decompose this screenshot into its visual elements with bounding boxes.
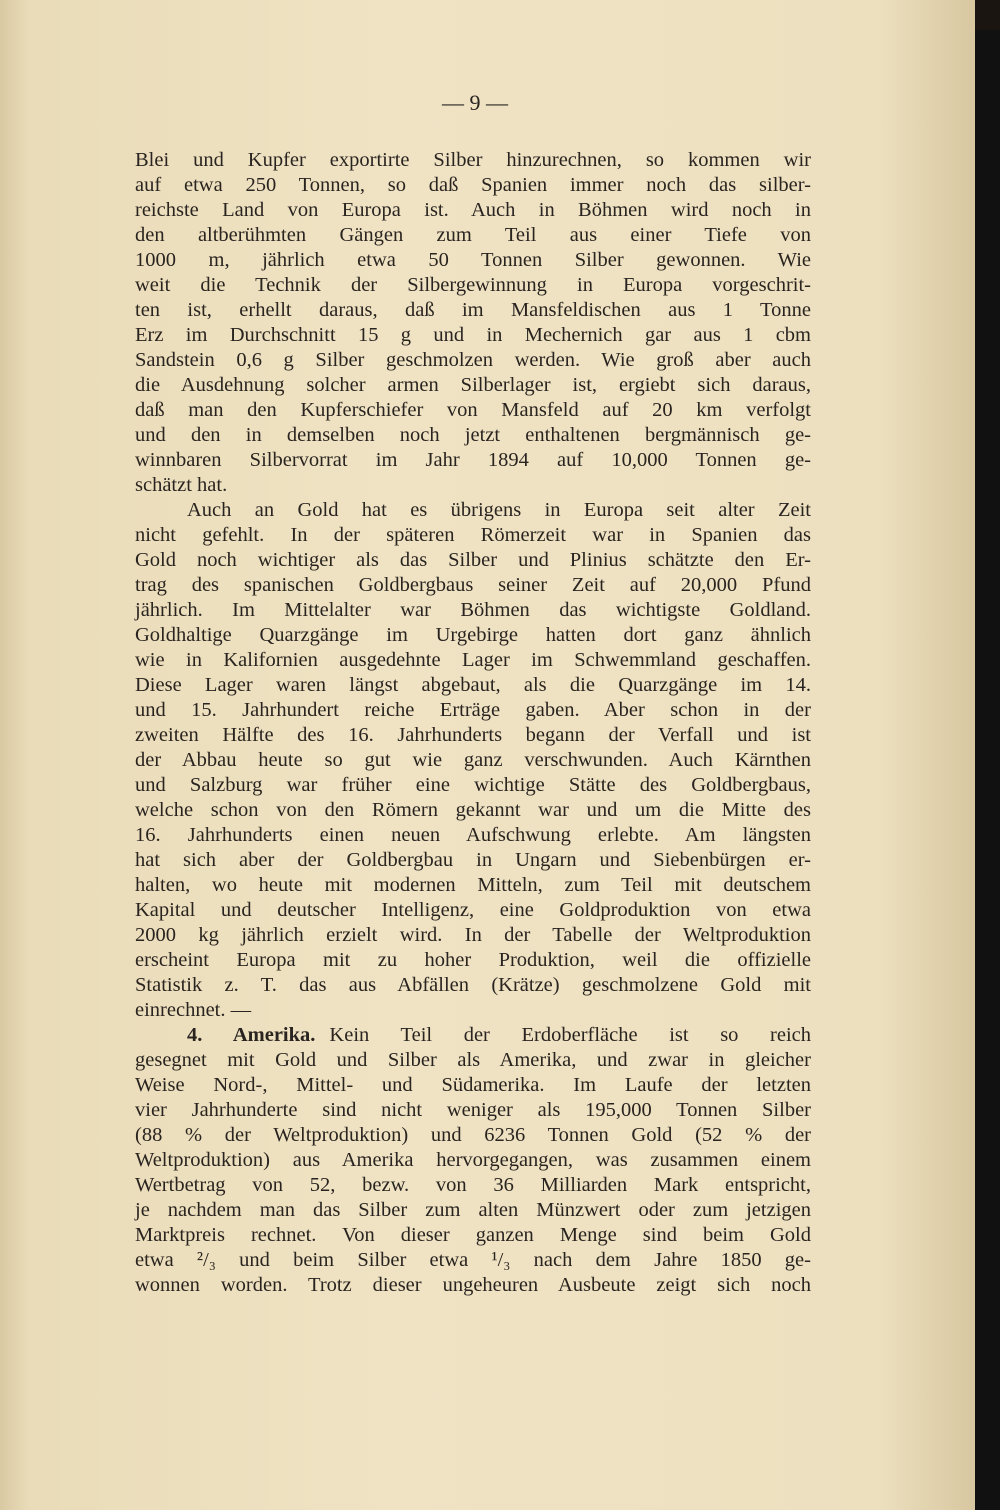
- text-line: winnbaren Silbervorrat im Jahr 1894 auf 10,000 Tonnen ge-: [135, 449, 811, 471]
- text-line: und den in demselben noch jetzt enthaltenen bergmännisch ge-: [135, 424, 811, 446]
- text-line: ten ist, erhellt daraus, daß im Mansfeldischen aus 1 Tonne: [135, 299, 811, 321]
- text-line: (88 % der Weltproduktion) und 6236 Tonnen Gold (52 % der: [135, 1124, 811, 1146]
- text-line: 1000 m, jährlich etwa 50 Tonnen Silber gewonnen. Wie: [135, 249, 811, 271]
- text-line-content: Kein Teil der Erdoberfläche ist so reich: [329, 1024, 811, 1046]
- text-line: Wertbetrag von 52, bezw. von 36 Milliarden Mark entspricht,: [135, 1174, 811, 1196]
- text-line: die Ausdehnung solcher armen Silberlager ist, ergiebt sich daraus,: [135, 374, 811, 396]
- text-line: etwa ²/₃ und beim Silber etwa ¹/₃ nach dem Jahre 1850 ge-: [135, 1249, 811, 1271]
- text-line: und 15. Jahrhundert reiche Erträge gaben. Aber schon in der: [135, 699, 811, 721]
- text-line: Gold noch wichtiger als das Silber und Plinius schätzte den Er-: [135, 549, 811, 571]
- text-line: nicht gefehlt. In der späteren Römerzeit war in Spanien das: [135, 524, 811, 546]
- text-line: 2000 kg jährlich erzielt wird. In der Tabelle der Weltproduktion: [135, 924, 811, 946]
- text-line: erscheint Europa mit zu hoher Produktion, weil die offizielle: [135, 949, 811, 971]
- text-line: weit die Technik der Silbergewinnung in Europa vorgeschrit-: [135, 274, 811, 296]
- text-line: 16. Jahrhunderts einen neuen Aufschwung erlebte. Am längsten: [135, 824, 811, 846]
- text-line: reichste Land von Europa ist. Auch in Böhmen wird noch in: [135, 199, 811, 221]
- text-line: der Abbau heute so gut wie ganz verschwunden. Auch Kärnthen: [135, 749, 811, 771]
- text-line: halten, wo heute mit modernen Mitteln, zum Teil mit deutschem: [135, 874, 811, 896]
- text-line: Weltproduktion) aus Amerika hervorgegangen, was zusammen einem: [135, 1149, 811, 1171]
- text-line: vier Jahrhunderte sind nicht weniger als 195,000 Tonnen Silber: [135, 1099, 811, 1121]
- text-line: trag des spanischen Goldbergbaus seiner Zeit auf 20,000 Pfund: [135, 574, 811, 596]
- text-line: Marktpreis rechnet. Von dieser ganzen Menge sind beim Gold: [135, 1224, 811, 1246]
- text-line: Statistik z. T. das aus Abfällen (Krätze) geschmolzene Gold mit: [135, 974, 811, 996]
- text-line: gesegnet mit Gold und Silber als Amerika, und zwar in gleicher: [135, 1049, 811, 1071]
- text-line: je nachdem man das Silber zum alten Münzwert oder zum jetzigen: [135, 1199, 811, 1221]
- text-line: den altberühmten Gängen zum Teil aus einer Tiefe von: [135, 224, 811, 246]
- text-line: Erz im Durchschnitt 15 g und in Mechernich gar aus 1 cbm: [135, 324, 811, 346]
- text-line: daß man den Kupferschiefer von Mansfeld auf 20 km verfolgt: [135, 399, 811, 421]
- text-line: wonnen worden. Trotz dieser ungeheuren Ausbeute zeigt sich noch: [135, 1274, 811, 1296]
- text-line: schätzt hat.: [135, 474, 228, 496]
- text-line: Kapital und deutscher Intelligenz, eine Goldproduktion von etwa: [135, 899, 811, 921]
- scan-border: [975, 30, 1000, 1510]
- body-text: [135, 148, 811, 1298]
- page-number: — 9 —: [442, 90, 508, 115]
- text-line: und Salzburg war früher eine wichtige Stätte des Goldbergbaus,: [135, 774, 811, 796]
- text-line: Weise Nord-, Mittel- und Südamerika. Im Laufe der letzten: [135, 1074, 811, 1096]
- text-line: wie in Kalifornien ausgedehnte Lager im Schwemmland geschaffen.: [135, 649, 811, 671]
- section-heading: 4. Amerika.: [187, 1024, 316, 1046]
- text-line: Auch an Gold hat es übrigens in Europa seit alter Zeit: [187, 499, 811, 521]
- text-line: [135, 1023, 811, 1048]
- text-line: Goldhaltige Quarzgänge im Urgebirge hatten dort ganz ähnlich: [135, 624, 811, 646]
- text-line: auf etwa 250 Tonnen, so daß Spanien immer noch das silber-: [135, 174, 811, 196]
- text-line: hat sich aber der Goldbergbau in Ungarn und Siebenbürgen er-: [135, 849, 811, 871]
- text-line: zweiten Hälfte des 16. Jahrhunderts begann der Verfall und ist: [135, 724, 811, 746]
- text-line: Diese Lager waren längst abgebaut, als die Quarzgänge im 14.: [135, 674, 811, 696]
- text-line: Sandstein 0,6 g Silber geschmolzen werden. Wie groß aber auch: [135, 349, 811, 371]
- text-line: jährlich. Im Mittelalter war Böhmen das wichtigste Goldland.: [135, 599, 811, 621]
- text-line: Blei und Kupfer exportirte Silber hinzurechnen, so kommen wir: [135, 149, 811, 171]
- text-line: welche schon von den Römern gekannt war und um die Mitte des: [135, 799, 811, 821]
- text-line: einrechnet. —: [135, 999, 252, 1021]
